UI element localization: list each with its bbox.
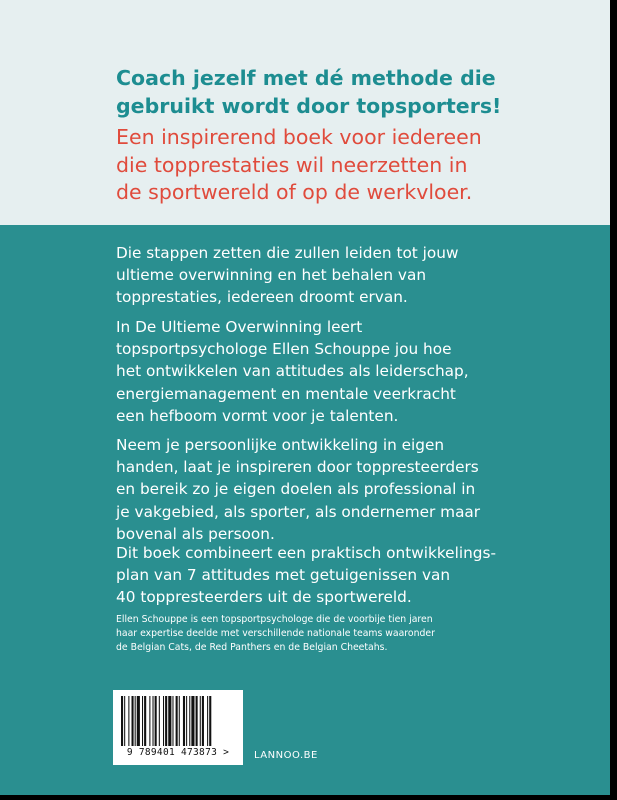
- text-line: topprestaties, iedereen droomt ervan.: [116, 288, 408, 307]
- barcode-bar: [209, 696, 211, 746]
- barcode-bar: [149, 696, 150, 746]
- text-line: en bereik zo je eigen doelen als professional in: [116, 480, 476, 499]
- tagline-line: Coach jezelf met dé methode die: [116, 66, 496, 90]
- subtitle-line: de sportwereld of op de werkvloer.: [116, 180, 473, 204]
- bio-line: Ellen Schouppe is een topsportpsychologe die de voorbije tien jaren: [116, 614, 433, 625]
- text-line: ultieme overwinning en het behalen van: [116, 266, 427, 285]
- isbn-barcode: [113, 690, 243, 765]
- summary-paragraph: [116, 542, 596, 609]
- text-line: je vakgebied, als sporter, als ondernemer maar: [116, 502, 481, 521]
- text-line: Dit boek combineert een praktisch ontwikkelings-: [116, 544, 496, 562]
- text-line: Neem je persoonlijke ontwikkeling in eigen: [116, 436, 445, 454]
- call-to-action-paragraph: [116, 434, 596, 545]
- barcode-bar: [155, 696, 157, 746]
- barcode-bar: [132, 696, 134, 746]
- tagline-line: gebruikt wordt door topsporters!: [116, 94, 502, 118]
- text-line: handen, laat je inspireren door toppresteerders: [116, 458, 479, 477]
- barcode-bar: [189, 696, 190, 746]
- barcode-bar: [159, 696, 160, 746]
- barcode-bar: [165, 696, 167, 746]
- barcode-bar: [202, 696, 204, 746]
- tagline: [116, 64, 586, 120]
- barcode-bar: [128, 696, 129, 746]
- subtitle-line: die topprestaties wil neerzetten in: [116, 152, 468, 177]
- barcode-bar: [144, 696, 146, 746]
- text-line: een hefboom vormt voor je talenten.: [116, 406, 399, 425]
- intro-paragraph: [116, 242, 596, 309]
- barcode-bar: [176, 696, 178, 746]
- barcode-bar: [153, 696, 154, 746]
- text-line: het ontwikkelen van attitudes als leiderschap,: [116, 362, 469, 381]
- barcode-bar: [191, 696, 194, 746]
- barcode-bar: [172, 696, 173, 746]
- header-panel: [0, 0, 610, 225]
- barcode-bar: [163, 696, 164, 746]
- barcode-bar: [186, 696, 187, 746]
- barcode-bar: [168, 696, 171, 746]
- bio-line: haar expertise deelde met verschillende nationale teams waaronder: [116, 628, 435, 639]
- barcode-bar: [135, 696, 136, 746]
- subtitle-line: Een inspirerend boek voor iedereen: [116, 125, 482, 149]
- barcode-bar: [179, 696, 180, 746]
- barcode-bar: [121, 696, 123, 746]
- barcode-bar: [142, 696, 143, 746]
- barcode-bar: [200, 696, 201, 746]
- barcode-bar: [207, 696, 208, 746]
- isbn-number: 9 789401 473873 >: [126, 747, 230, 758]
- text-line: In De Ultieme Overwinning leert: [116, 318, 363, 336]
- text-line: 40 toppresteerders uit de sportwereld.: [116, 588, 412, 607]
- barcode-bar: [124, 696, 125, 746]
- text-line: plan van 7 attitudes met getuigenissen van: [116, 566, 451, 585]
- barcode-bars: [113, 690, 243, 748]
- barcode-bar: [196, 696, 198, 746]
- subtitle: [116, 124, 596, 207]
- barcode-bar: [137, 696, 140, 746]
- text-line: topsportpsychologe Ellen Schouppe jou hoe: [116, 340, 452, 359]
- text-line: energiemanagement en mentale veerkracht: [116, 384, 456, 403]
- barcode-bar: [183, 696, 185, 746]
- text-line: bovenal als persoon.: [116, 524, 275, 543]
- bio-line: de Belgian Cats, de Red Panthers en de Belgian Cheetahs.: [116, 642, 388, 653]
- author-bio: [116, 613, 596, 655]
- description-paragraph: [116, 316, 596, 427]
- publisher-website: LANNOO.BE: [254, 750, 318, 761]
- text-line: Die stappen zetten die zullen leiden tot jouw: [116, 244, 459, 262]
